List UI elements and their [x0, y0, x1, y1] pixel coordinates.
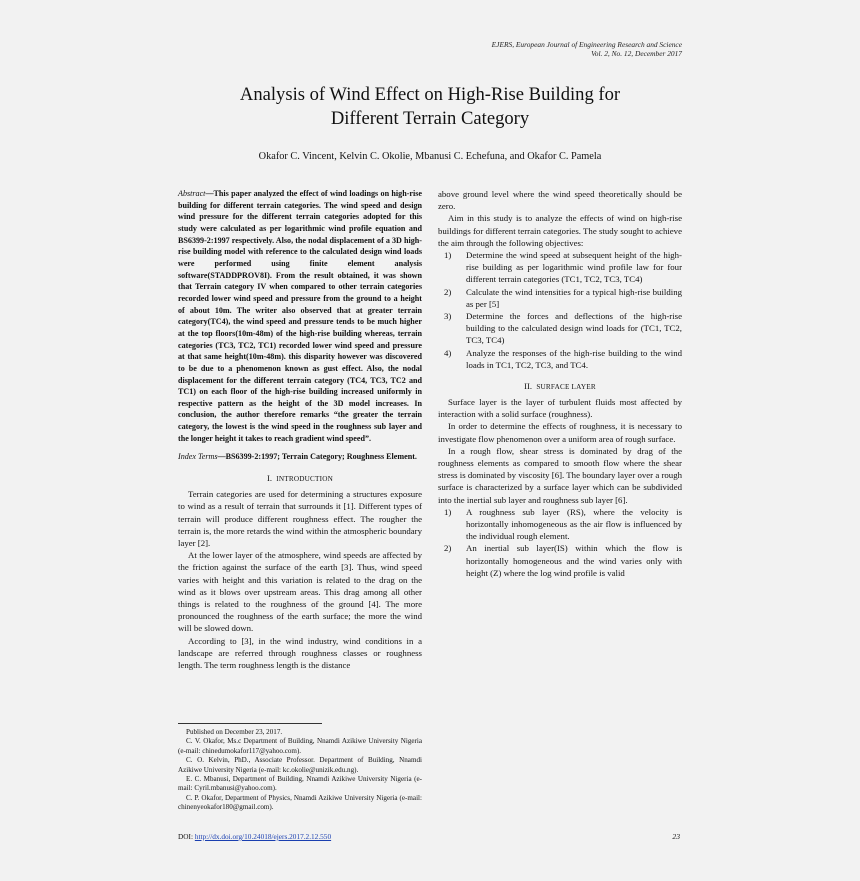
section-number: II.	[524, 381, 533, 392]
intro-paragraph: Terrain categories are used for determining a structures exposure to wind as a result of terrain that surrounds it [1]. Different types of terrain will produce different roughness effect. The rougher the terrain is, the more retards the wind within the atmospheric boundary layer [2].	[178, 489, 422, 548]
list-item-text: Determine the forces and deflections of the high-rise building to the calculated design wind loads for (TC1, TC2, TC3, TC4)	[466, 311, 682, 346]
section-heading-introduction	[178, 472, 422, 485]
list-item	[438, 347, 682, 371]
section-heading-surface-layer	[438, 380, 682, 393]
right-column	[438, 188, 682, 579]
list-item-number: 2)	[444, 286, 452, 297]
footnote: C. V. Okafor, Ms.c Department of Building, Nnamdi Azikiwe University Nigeria (e-mail: chinedumokafor117@yahoo.com).	[178, 737, 422, 755]
footnote-divider	[178, 723, 322, 724]
index-terms	[178, 451, 422, 463]
doi-label: DOI:	[178, 832, 195, 841]
index-terms-text: —BS6399-2:1997; Terrain Category; Roughness Element.	[217, 452, 417, 462]
list-item-text: Analyze the responses of the high-rise building to the wind loads in TC1, TC2, TC3, and TC4.	[466, 347, 682, 370]
doi-link[interactable]: http://dx.doi.org/10.24018/ejers.2017.2.12.550	[194, 832, 332, 841]
footnotes	[178, 728, 422, 813]
objectives-list	[438, 249, 682, 371]
list-item	[438, 286, 682, 310]
intro-paragraph: According to [3], in the wind industry, wind conditions in a landscape are referred through roughness classes or roughness length. The term roughness length is the distance	[178, 635, 422, 670]
list-item	[438, 249, 682, 286]
paper-title-line2: Different Terrain Category	[330, 108, 530, 129]
abstract-text: —This paper analyzed the effect of wind loadings on high-rise building for different terrain categories. The wind speed and design wind pressure for the different terrain categories adopted for this study were calculated as per logarithmic wind profile equation and BS6399-2:1997 respectively. Also, the nodal displacement of a 3D high-rise building model with reference to the calculated design wind loads were performed using finite element analysis software(STADDPROV8I). From the result obtained, it was shown that Terrain category IV when compared to other terrain categories recorded lower wind speed and pressure from the ground to a height of about 10m. The writer also observed that at greater terrain category(TC4), the wind speed and pressure tends to be much higher at the top floors(10m-48m) of the high-rise building whereas, terrain categories (TC3, TC2, TC1) recorded lower wind speed and pressure at that same height(10m-48m). this disparity however was discovered to be due to a phenomenon known as gust effect. Also, the nodal displacement for the different terrain category (TC4, TC3, TC2 and TC1) on each floor of the high-rise building increased uniformly in respective pattern as the height of the 3D model increases. In conclusion, the author therefore remarks “the greater the terrain category, the lowest is the wind speed in the roughness sub layer and the longer height it takes to reach gradient wind speed”.	[178, 189, 422, 443]
list-item-number: 3)	[444, 311, 452, 322]
list-item-text: Determine the wind speed at subsequent height of the high-rise building as per logarithmic wind profile law for four different terrain categories (TC1, TC2, TC3, TC4)	[466, 250, 682, 285]
sublayer-list	[438, 506, 682, 579]
list-item-number: 2)	[444, 543, 452, 554]
footnote: E. C. Mbanusi, Department of Building, Nnamdi Azikiwe University Nigeria (e-mail: Cyril.mbanusi@yahoo.com).	[178, 775, 422, 793]
page-number: 23	[672, 832, 680, 841]
journal-header	[492, 40, 682, 58]
section-title: SURFACE LAYER	[536, 383, 596, 392]
section-title: INTRODUCTION	[276, 475, 333, 484]
abstract	[178, 188, 422, 444]
footnote: C. P. Okafor, Department of Physics, Nnamdi Azikiwe University Nigeria (e-mail: chinenyeokafor180@gmail.com).	[178, 793, 422, 812]
journal-issue: Vol. 2, No. 12, December 2017	[591, 49, 682, 58]
list-item-text: A roughness sub layer (RS), where the velocity is horizontally inhomogeneous as the air flow is influenced by the individual rough element.	[466, 506, 682, 542]
list-item	[438, 542, 682, 579]
list-item-text: An inertial sub layer(IS) within which the flow is horizontally homogeneous and the wind varies only with height (Z) where the log wind profile is valid	[466, 543, 682, 578]
list-item-number: 4)	[444, 347, 452, 358]
aim-paragraph: Aim in this study is to analyze the effects of wind on high-rise buildings for different terrain categories. The study sought to achieve the aim through the following objectives:	[438, 213, 682, 248]
list-item-number: 1)	[444, 506, 452, 517]
footnote: C. O. Kelvin, PhD., Associate Professor. Department of Building, Nnamdi Azikiwe University Nigeria (e-mail: kc.okolie@unizik.edu.ng).	[178, 756, 422, 774]
index-terms-label: Index Terms	[178, 452, 218, 462]
surface-paragraph: Surface layer is the layer of turbulent fluids most affected by interaction with a solid surface (roughness).	[438, 397, 682, 420]
footnote: Published on December 23, 2017.	[186, 728, 283, 736]
journal-name: EJERS, European Journal of Engineering Research and Science	[491, 40, 682, 49]
paper-sheet	[178, 40, 682, 846]
section-number: I.	[266, 473, 272, 484]
abstract-label: Abstract	[178, 189, 206, 198]
paper-title	[178, 83, 682, 131]
surface-paragraph: In a rough flow, shear stress is dominated by drag of the roughness elements as compared to smooth flow where the shear stress is dominated by viscosity [6]. The boundary layer over a rough surface is characterized by a surface layer which can be subdivided into the inertial sub layer and roughness sub layer [6].	[438, 445, 682, 505]
left-column	[178, 188, 422, 671]
paper-authors: Okafor C. Vincent, Kelvin C. Okolie, Mbanusi C. Echefuna, and Okafor C. Pamela	[258, 151, 602, 162]
list-item	[438, 506, 682, 543]
paper-title-line1: Analysis of Wind Effect on High-Rise Building for	[239, 84, 621, 105]
list-item-number: 1)	[444, 250, 452, 261]
surface-paragraph: In order to determine the effects of roughness, it is necessary to investigate flow phenomenon over a uniform area of rough surface.	[438, 421, 682, 444]
intro-paragraph: At the lower layer of the atmosphere, wind speeds are affected by the friction against the surface of the earth [3]. Thus, wind speed varies with height and this variation is related to the drag on the wind as it blows over upstream areas. This drag among all other things is related to the roughness of the ground [4]. The more pronounced the roughness of the earth surface; the more the wind will be slowed down.	[178, 550, 422, 634]
list-item	[438, 310, 682, 347]
continuation-paragraph: above ground level where the wind speed theoretically should be zero.	[438, 189, 682, 212]
doi-line	[178, 832, 331, 841]
list-item-text: Calculate the wind intensities for a typical high-rise building as per [5]	[466, 286, 682, 309]
